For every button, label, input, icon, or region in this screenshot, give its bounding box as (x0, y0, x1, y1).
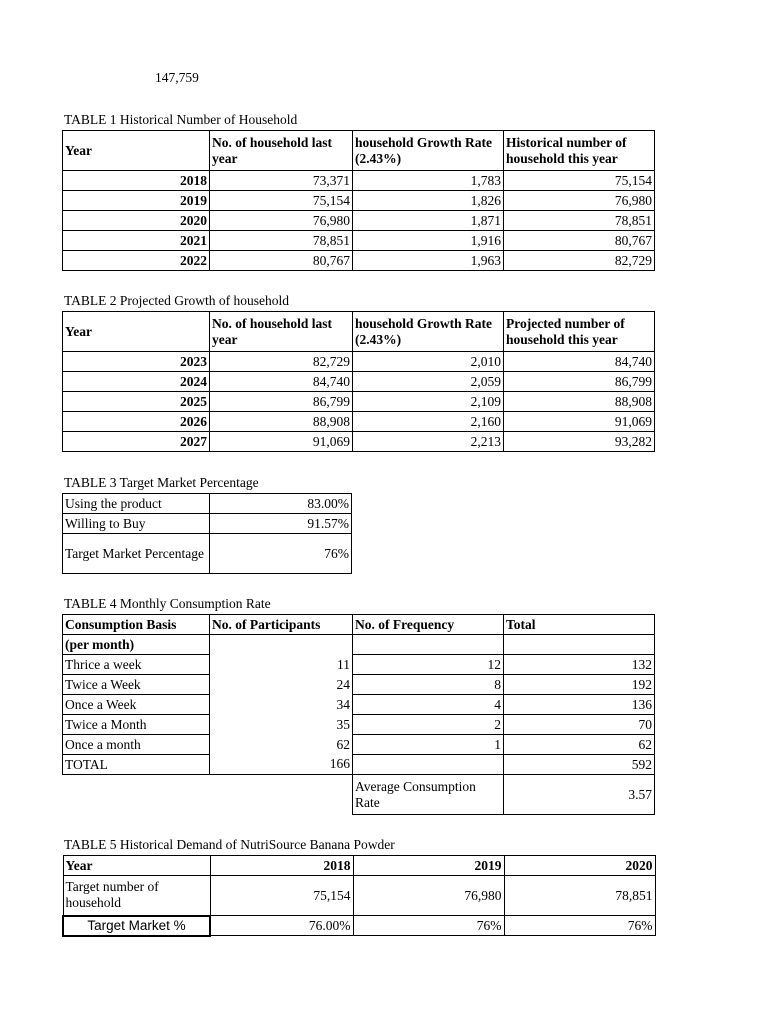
table-row (63, 171, 655, 191)
table4-average-row (63, 775, 655, 815)
table2-this-year: 88,908 (504, 392, 655, 412)
table-row (63, 695, 655, 715)
table4-header-participants: No. of Participants (210, 615, 353, 635)
table4-basis: Twice a Week (63, 675, 210, 695)
table1-year: 2018 (63, 171, 210, 191)
table-row (63, 392, 655, 412)
table4-empty (210, 775, 353, 815)
table2-header-this-year: Projected number of household this year (504, 312, 655, 352)
table3-label: Willing to Buy (63, 514, 210, 534)
table2-this-year: 93,282 (504, 432, 655, 452)
table4-caption: TABLE 4 Monthly Consumption Rate (64, 596, 271, 611)
table5-label: Target Market % (63, 916, 210, 936)
table1-this-year: 80,767 (504, 231, 655, 251)
table1-growth: 1,963 (353, 251, 504, 271)
table1-last-year: 80,767 (210, 251, 353, 271)
table5-caption: TABLE 5 Historical Demand of NutriSource Banana Powder (64, 837, 395, 852)
table5-value: 76,980 (353, 876, 504, 916)
table3-label: Target Market Percentage (63, 534, 210, 574)
top-value: 147,759 (155, 70, 199, 85)
table5-value: 76% (504, 916, 655, 936)
table4-frequency: 12 (353, 655, 504, 675)
table1-last-year: 73,371 (210, 171, 353, 191)
table1-year: 2020 (63, 211, 210, 231)
table3-label: Using the product (63, 494, 210, 514)
table2-this-year: 91,069 (504, 412, 655, 432)
table-row (63, 494, 352, 514)
table-row (63, 251, 655, 271)
table5 (62, 855, 656, 937)
table2-last-year: 82,729 (210, 352, 353, 372)
table5-header-2018: 2018 (210, 856, 353, 876)
table4-frequency: 2 (353, 715, 504, 735)
table1-header-this-year: Historical number of household this year (504, 131, 655, 171)
table4-frequency: 4 (353, 695, 504, 715)
table-row (63, 412, 655, 432)
table2-growth: 2,213 (353, 432, 504, 452)
table2-last-year: 91,069 (210, 432, 353, 452)
table5-header-2019: 2019 (353, 856, 504, 876)
table4-header-frequency: No. of Frequency (353, 615, 504, 635)
table4-total: 70 (504, 715, 655, 735)
table4-basis: Thrice a week (63, 655, 210, 675)
table5-header-row (63, 856, 655, 876)
table1-this-year: 76,980 (504, 191, 655, 211)
table2-year: 2023 (63, 352, 210, 372)
table2-last-year: 86,799 (210, 392, 353, 412)
table1-header-last-year: No. of household last year (210, 131, 353, 171)
table2-growth: 2,010 (353, 352, 504, 372)
table1-header-growth: household Growth Rate (2.43%) (353, 131, 504, 171)
table1-last-year: 78,851 (210, 231, 353, 251)
table4-frequency: 8 (353, 675, 504, 695)
table1-header-row (63, 131, 655, 171)
table3-caption: TABLE 3 Target Market Percentage (64, 475, 259, 490)
table4-basis: Once a Week (63, 695, 210, 715)
table4-average-label: Average Consumption Rate (353, 775, 504, 815)
table2-last-year: 88,908 (210, 412, 353, 432)
table-row (63, 715, 655, 735)
table2-header-last-year: No. of household last year (210, 312, 353, 352)
table-row (63, 655, 655, 675)
table2-year: 2025 (63, 392, 210, 412)
table1-header-year: Year (63, 131, 210, 171)
table-row (63, 534, 352, 574)
table-row (63, 231, 655, 251)
table2-last-year: 84,740 (210, 372, 353, 392)
table1-growth: 1,783 (353, 171, 504, 191)
table1-year: 2019 (63, 191, 210, 211)
table2-growth: 2,160 (353, 412, 504, 432)
table2-growth: 2,109 (353, 392, 504, 412)
table-row (63, 352, 655, 372)
table4-participants: 34 (210, 695, 353, 715)
table2-caption: TABLE 2 Projected Growth of household (64, 293, 290, 308)
table1-growth: 1,871 (353, 211, 504, 231)
table1-this-year: 82,729 (504, 251, 655, 271)
table5-value: 78,851 (504, 876, 655, 916)
table1-last-year: 75,154 (210, 191, 353, 211)
table2-this-year: 86,799 (504, 372, 655, 392)
table1-year: 2022 (63, 251, 210, 271)
table4-total: 132 (504, 655, 655, 675)
table4-empty (353, 755, 504, 775)
table-row (63, 211, 655, 231)
table5-header-year: Year (63, 856, 210, 876)
table2-year: 2027 (63, 432, 210, 452)
table2-year: 2026 (63, 412, 210, 432)
table2 (62, 311, 655, 452)
table5-label: Target number of household (63, 876, 210, 916)
table2-this-year: 84,740 (504, 352, 655, 372)
table4-total-participants: 166 (210, 755, 353, 775)
table4-header-total: Total (504, 615, 655, 635)
table2-growth: 2,059 (353, 372, 504, 392)
table1-caption: TABLE 1 Historical Number of Household (64, 112, 298, 127)
table4-subheader: (per month) (63, 635, 210, 655)
table4-total: 192 (504, 675, 655, 695)
table4-basis: Twice a Month (63, 715, 210, 735)
table2-year: 2024 (63, 372, 210, 392)
table3-value: 91.57% (210, 514, 352, 534)
table5-value: 76.00% (210, 916, 353, 936)
table1-last-year: 76,980 (210, 211, 353, 231)
table4-participants: 11 (210, 655, 353, 675)
table2-header-row (63, 312, 655, 352)
table1-growth: 1,826 (353, 191, 504, 211)
table4-participants: 62 (210, 735, 353, 755)
table1-growth: 1,916 (353, 231, 504, 251)
table1-this-year: 75,154 (504, 171, 655, 191)
table4-empty (63, 775, 210, 815)
table-row (63, 432, 655, 452)
table4 (62, 614, 655, 815)
table2-header-year: Year (63, 312, 210, 352)
table-row (63, 372, 655, 392)
table-row (63, 916, 655, 936)
table4-header-row (63, 615, 655, 635)
table1-this-year: 78,851 (504, 211, 655, 231)
table4-subheader-row (63, 635, 655, 655)
table-row (63, 514, 352, 534)
table4-empty (353, 635, 504, 655)
table3-value: 76% (210, 534, 352, 574)
table4-total: 62 (504, 735, 655, 755)
table4-header-basis: Consumption Basis (63, 615, 210, 635)
table4-total-total: 592 (504, 755, 655, 775)
table4-average-value: 3.57 (504, 775, 655, 815)
table2-header-growth: household Growth Rate (2.43%) (353, 312, 504, 352)
table4-frequency: 1 (353, 735, 504, 755)
table4-basis: Once a month (63, 735, 210, 755)
table1-year: 2021 (63, 231, 210, 251)
table5-value: 76% (353, 916, 504, 936)
table4-participants: 24 (210, 675, 353, 695)
table4-total-label: TOTAL (63, 755, 210, 775)
table4-total-row (63, 755, 655, 775)
table4-total: 136 (504, 695, 655, 715)
table-row (63, 876, 655, 916)
table5-value: 75,154 (210, 876, 353, 916)
table3 (62, 493, 352, 574)
table3-value: 83.00% (210, 494, 352, 514)
table-row (63, 675, 655, 695)
table-row (63, 191, 655, 211)
table4-empty (504, 635, 655, 655)
table4-empty (210, 635, 353, 655)
table1 (62, 130, 655, 271)
table-row (63, 735, 655, 755)
table4-participants: 35 (210, 715, 353, 735)
table5-header-2020: 2020 (504, 856, 655, 876)
